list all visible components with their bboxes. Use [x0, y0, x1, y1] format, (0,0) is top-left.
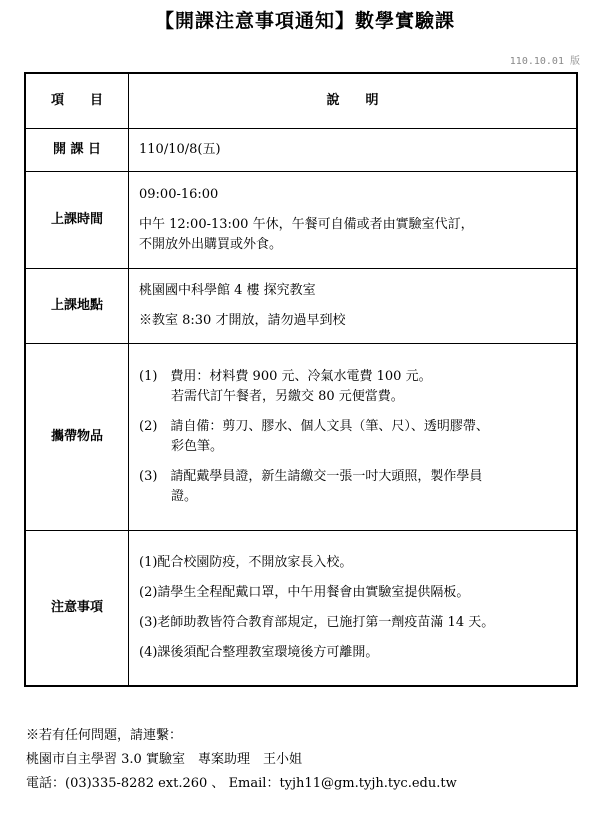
- version-label: 110.10.01 版: [509, 56, 580, 67]
- time-hours: 09:00-16:00: [139, 186, 219, 202]
- time-lunch-2: 不開放外出購買或外食。: [139, 237, 283, 253]
- row-items: [25, 344, 577, 531]
- contact-footer: [26, 724, 457, 796]
- place-location: 桃園國中科學館 4 樓 探究教室: [139, 282, 316, 298]
- label-date: 開 課 日: [25, 129, 129, 172]
- item-1-line-2: 若需代訂午餐者，另繳交 80 元便當費。: [171, 388, 404, 404]
- notice-table: [24, 72, 578, 687]
- header-item: 項 目: [25, 73, 129, 129]
- value-items: [129, 344, 578, 531]
- value-date: 110/10/8(五): [129, 129, 578, 172]
- value-time: [129, 172, 578, 269]
- time-lunch-1: 中午 12:00-13:00 午休，午餐可自備或者由實驗室代訂，: [139, 216, 474, 232]
- contact-line-1: ※若有任何問題，請連繫：: [26, 728, 183, 743]
- value-notes: [129, 531, 578, 687]
- note-1: (1)配合校園防疫，不開放家長入校。: [139, 554, 353, 570]
- row-time: [25, 172, 577, 269]
- contact-line-3: 電話：(03)335-8282 ext.260 、 Email：tyjh11@gm.tyjh.tyc.edu.tw: [26, 776, 457, 791]
- note-4: (4)課後須配合整理教室環境後方可離開。: [139, 645, 379, 661]
- item-3-line-2: 證。: [171, 489, 198, 505]
- row-date: [25, 129, 577, 172]
- row-notes: [25, 531, 577, 687]
- item-2-line-2: 彩色筆。: [171, 439, 224, 454]
- value-place: [129, 269, 578, 344]
- table-header-row: [25, 73, 577, 129]
- page-title: 【開課注意事項通知】數學實驗課: [154, 10, 455, 32]
- label-notes: 注意事項: [25, 531, 129, 687]
- note-2: (2)請學生全程配戴口罩，中午用餐會由實驗室提供隔板。: [139, 584, 470, 600]
- header-description: 說 明: [129, 73, 578, 129]
- item-3-line-1: (3) 請配戴學員證，新生請繳交一張一吋大頭照，製作學員: [139, 469, 483, 485]
- item-1-line-1: (1) 費用：材料費 900 元、冷氣水電費 100 元。: [139, 368, 432, 384]
- label-place: 上課地點: [25, 269, 129, 344]
- label-time: 上課時間: [25, 172, 129, 269]
- contact-line-2: 桃園市自主學習 3.0 實驗室 專案助理 王小姐: [26, 752, 302, 767]
- item-2-line-1: (2) 請自備：剪刀、膠水、個人文具（筆、尺）、透明膠帶、: [139, 418, 489, 434]
- note-3: (3)老師助教皆符合教育部規定，已施打第一劑疫苗滿 14 天。: [139, 615, 495, 630]
- label-items: 攜帶物品: [25, 344, 129, 531]
- place-note: ※教室 8:30 才開放，請勿過早到校: [139, 313, 346, 328]
- row-place: [25, 269, 577, 344]
